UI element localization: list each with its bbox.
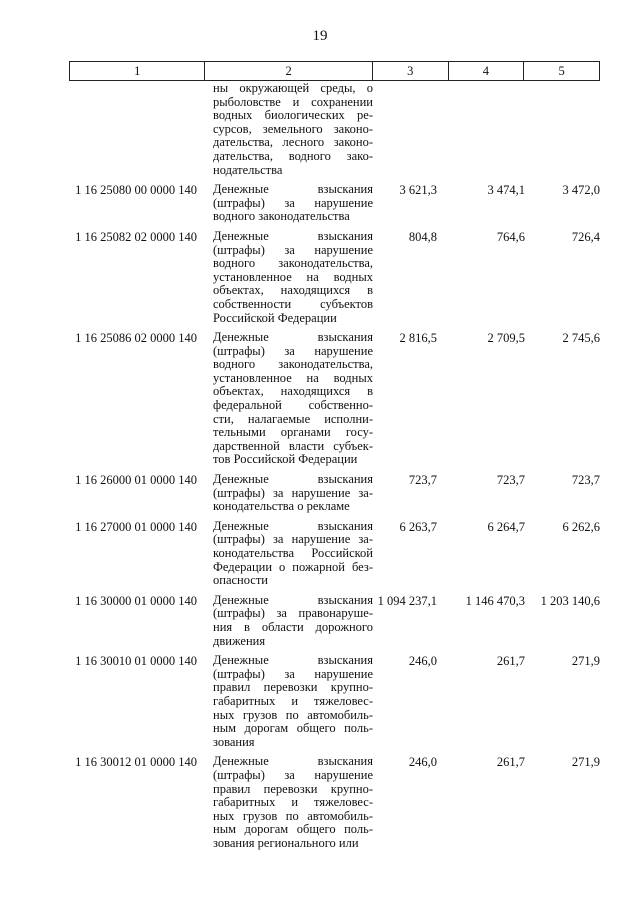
income-description [213, 82, 373, 177]
value-col-3: 246,0 [408, 755, 437, 770]
description-line: зования [213, 734, 255, 749]
value-col-3: 1 094 237,1 [377, 593, 437, 608]
table-row [69, 331, 600, 467]
description-line: рыболовстве и сохранении [213, 94, 373, 109]
value-col-3: 246,0 [408, 654, 437, 669]
description-line: габаритных и тяжеловес- [213, 795, 373, 810]
description-line: тельными органами госу- [213, 425, 373, 440]
page-number: 19 [312, 28, 328, 44]
income-description [213, 230, 373, 325]
description-line: объектах, находящихся в [213, 384, 373, 399]
value-col-4: 261,7 [496, 755, 525, 770]
income-description [213, 331, 373, 467]
description-line: опасности [213, 573, 268, 588]
description-line: Денежные взыскания [213, 182, 373, 197]
table-row [69, 473, 600, 514]
value-col-4: 261,7 [496, 654, 525, 669]
description-line: габаритных и тяжеловес- [213, 693, 373, 708]
description-line: (штрафы) за нарушение [213, 242, 373, 257]
description-line: федеральной собственно- [213, 398, 373, 413]
description-line: ных грузов по автомобиль- [213, 707, 373, 722]
table-body [69, 82, 600, 856]
description-line: (штрафы) за нарушение [213, 195, 373, 210]
description-line: Федерации о пожарной без- [213, 559, 373, 574]
table-row [69, 654, 600, 749]
description-line: (штрафы) за нарушение [213, 666, 373, 681]
budget-code: 1 16 30000 01 0000 140 [75, 593, 197, 608]
description-line: движения [213, 633, 266, 648]
description-line: ны окружающей среды, о [213, 81, 373, 95]
header-col-5: 5 [558, 63, 565, 78]
header-col-1: 1 [70, 62, 205, 80]
description-line: правил перевозки крупно- [213, 680, 373, 695]
description-line: дательства, водного зако- [213, 148, 373, 163]
table-row [69, 594, 600, 648]
value-col-3 [373, 82, 437, 177]
value-col-4: 3 474,1 [487, 183, 525, 198]
budget-code: 1 16 27000 01 0000 140 [75, 519, 197, 534]
description-line: правил перевозки крупно- [213, 781, 373, 796]
description-line: сти, налагаемые исполни- [213, 411, 373, 426]
description-line: (штрафы) за правонаруше- [213, 606, 373, 621]
description-line: (штрафы) за нарушение за- [213, 532, 373, 547]
value-col-5: 6 262,6 [562, 519, 600, 534]
description-line: собственности субъектов [213, 296, 373, 311]
income-description [213, 654, 373, 749]
value-col-3: 804,8 [408, 229, 437, 244]
value-col-3: 6 263,7 [399, 519, 437, 534]
description-line: (штрафы) за нарушение [213, 767, 373, 782]
header-col-3: 3 [373, 62, 449, 80]
value-col-5: 271,9 [571, 654, 600, 669]
budget-code: 1 16 25080 00 0000 140 [75, 183, 197, 198]
description-line: конодательства Российской [213, 546, 373, 560]
income-description [213, 755, 373, 850]
value-col-4 [437, 82, 525, 177]
table-row [69, 755, 600, 850]
description-line: Денежные взыскания [213, 754, 373, 769]
description-line: нодательства [213, 162, 283, 177]
description-line: дательства, лесного законо- [213, 135, 373, 150]
description-line: ным дорогам общего поль- [213, 822, 373, 837]
income-description [213, 473, 373, 514]
description-line: Денежные взыскания [213, 330, 373, 345]
value-col-3: 2 816,5 [399, 331, 437, 346]
budget-code: 1 16 25086 02 0000 140 [75, 331, 197, 346]
income-description [213, 594, 373, 648]
description-line: Российской Федерации [213, 310, 337, 325]
income-description [213, 183, 373, 224]
description-line: тов Российской Федерации [213, 452, 358, 467]
description-line: ным дорогам общего поль- [213, 721, 373, 736]
description-line: водного законодательства, [213, 256, 373, 271]
description-line: объектах, находящихся в [213, 283, 373, 298]
description-line: (штрафы) за нарушение за- [213, 485, 373, 500]
value-col-4: 6 264,7 [487, 519, 525, 534]
budget-code: 1 16 30012 01 0000 140 [75, 755, 197, 770]
value-col-4: 1 146 470,3 [465, 593, 525, 608]
value-col-5: 3 472,0 [562, 183, 600, 198]
budget-code: 1 16 30010 01 0000 140 [75, 654, 197, 669]
description-line: водного законодательства [213, 209, 350, 224]
value-col-5: 2 745,6 [562, 331, 600, 346]
description-line: ных грузов по автомобиль- [213, 808, 373, 823]
table-row [69, 230, 600, 325]
header-col-4: 4 [449, 62, 525, 80]
description-line: Денежные взыскания [213, 518, 373, 533]
value-col-5: 1 203 140,6 [540, 593, 600, 608]
value-col-5: 726,4 [571, 229, 600, 244]
description-line: установленное на водных [213, 370, 373, 385]
value-col-4: 2 709,5 [487, 331, 525, 346]
budget-code: 1 16 25082 02 0000 140 [75, 229, 197, 244]
description-line: установленное на водных [213, 269, 373, 284]
description-line: ния в области дорожного [213, 619, 373, 634]
description-line: зования регионального или [213, 835, 359, 850]
table-row [69, 82, 600, 177]
value-col-3: 723,7 [408, 473, 437, 488]
description-line: дарственной власти субъек- [213, 438, 373, 453]
budget-code [69, 82, 205, 177]
value-col-4: 764,6 [496, 229, 525, 244]
value-col-5: 271,9 [571, 755, 600, 770]
description-line: Денежные взыскания [213, 472, 373, 487]
income-description [213, 520, 373, 588]
description-line: водных биологических ре- [213, 108, 373, 123]
header-col-2: 2 [205, 62, 372, 80]
budget-code: 1 16 26000 01 0000 140 [75, 473, 197, 488]
description-line: (штрафы) за нарушение [213, 343, 373, 358]
value-col-3: 3 621,3 [399, 183, 437, 198]
description-line: водного законодательства, [213, 357, 373, 372]
description-line: Денежные взыскания [213, 592, 373, 607]
value-col-5 [525, 82, 600, 177]
value-col-4: 723,7 [496, 473, 525, 488]
table-row [69, 183, 600, 224]
description-line: конодательства о рекламе [213, 499, 350, 514]
table-header [69, 61, 600, 81]
value-col-5: 723,7 [571, 473, 600, 488]
description-line: Денежные взыскания [213, 228, 373, 243]
description-line: Денежные взыскания [213, 653, 373, 668]
description-line: сурсов, земельного законо- [213, 121, 373, 136]
table-row [69, 520, 600, 588]
